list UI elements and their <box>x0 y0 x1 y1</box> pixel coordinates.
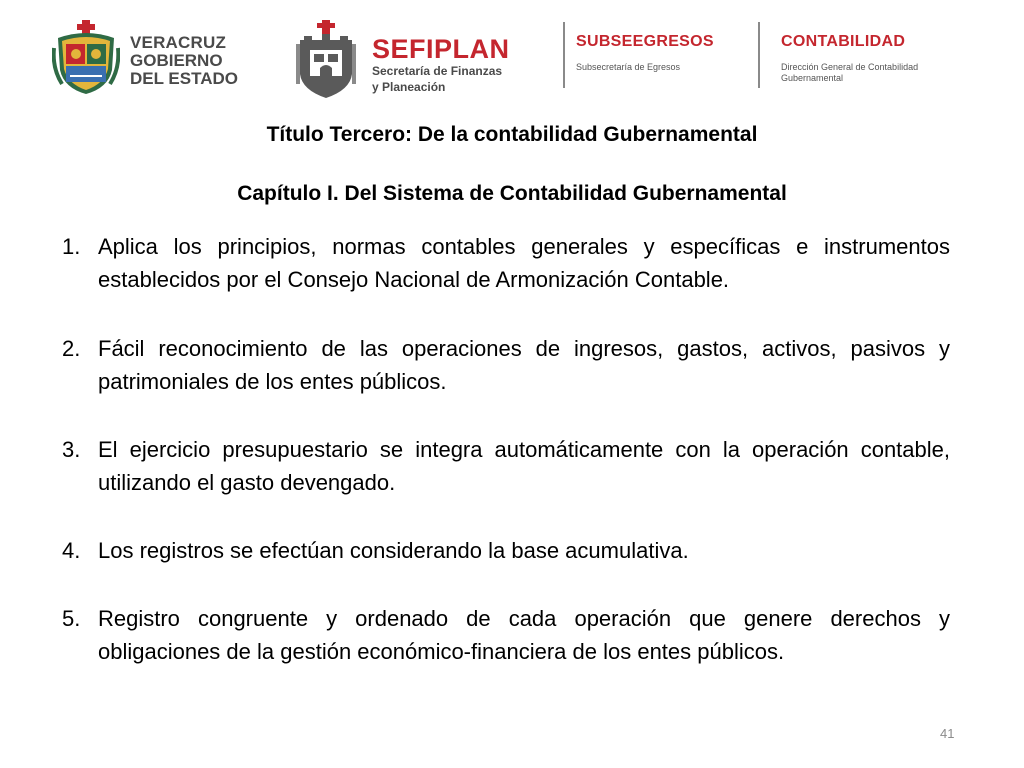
veracruz-line-2: GOBIERNO <box>130 51 223 70</box>
list-item <box>62 602 950 668</box>
list-item <box>62 332 950 398</box>
list-item-number: 2. <box>62 336 81 361</box>
contabilidad-logo <box>781 34 918 84</box>
list-item-number: 5. <box>62 606 81 631</box>
header-divider <box>563 22 565 88</box>
contabilidad-title: CONTABILIDAD <box>781 33 906 50</box>
sefiplan-fortress-icon <box>290 18 362 100</box>
sefiplan-subtitle-2: y Planeación <box>372 79 446 94</box>
header-divider <box>758 22 760 88</box>
contabilidad-text-2: Gubernamental <box>781 73 844 84</box>
sefiplan-wordmark <box>372 36 510 95</box>
list-item <box>62 433 950 499</box>
list-item-text: Fácil reconocimiento de las operaciones de ingresos, gastos, activos, pasivos y patrimoniales de los entes públicos. <box>98 336 950 394</box>
subsegresos-logo <box>576 34 714 72</box>
veracruz-coat-of-arms-icon <box>52 18 120 96</box>
logo-header <box>0 0 1024 110</box>
list-item-number: 1. <box>62 234 81 259</box>
veracruz-wordmark <box>130 34 238 87</box>
list-item-text: Los registros se efectúan considerando la base acumulativa. <box>98 538 689 563</box>
slide-title: Título Tercero: De la contabilidad Gubernamental <box>266 123 758 146</box>
sefiplan-subtitle-1: Secretaría de Finanzas <box>372 64 503 78</box>
list-item-number: 4. <box>62 538 81 563</box>
sefiplan-title: SEFIPLAN <box>372 34 510 64</box>
chapter-heading: Capítulo I. Del Sistema de Contabilidad Gubernamental <box>237 182 787 205</box>
list-item-number: 3. <box>62 437 81 462</box>
sefiplan-logo <box>290 18 540 100</box>
list-item <box>62 230 950 296</box>
list-item-text: Aplica los principios, normas contables generales y específicas e instrumentos establecidos por el Consejo Nacional de Armonización Contable. <box>98 234 950 292</box>
subsegresos-text: Subsecretaría de Egresos <box>576 62 681 72</box>
veracruz-line-3: DEL ESTADO <box>130 69 238 88</box>
numbered-list <box>62 230 950 668</box>
veracruz-line-1: VERACRUZ <box>130 33 227 52</box>
veracruz-logo <box>52 18 252 96</box>
page-number: 41 <box>940 726 955 741</box>
list-item-text: El ejercicio presupuestario se integra automáticamente con la operación contable, utilizando el gasto devengado. <box>98 437 950 495</box>
list-item <box>62 534 950 567</box>
contabilidad-text-1: Dirección General de Contabilidad <box>781 62 919 72</box>
list-item-text: Registro congruente y ordenado de cada operación que genere derechos y obligaciones de la gestión económico-financiera de los entes públicos. <box>98 606 950 664</box>
subsegresos-title: SUBSEEGRESOS <box>576 33 714 50</box>
